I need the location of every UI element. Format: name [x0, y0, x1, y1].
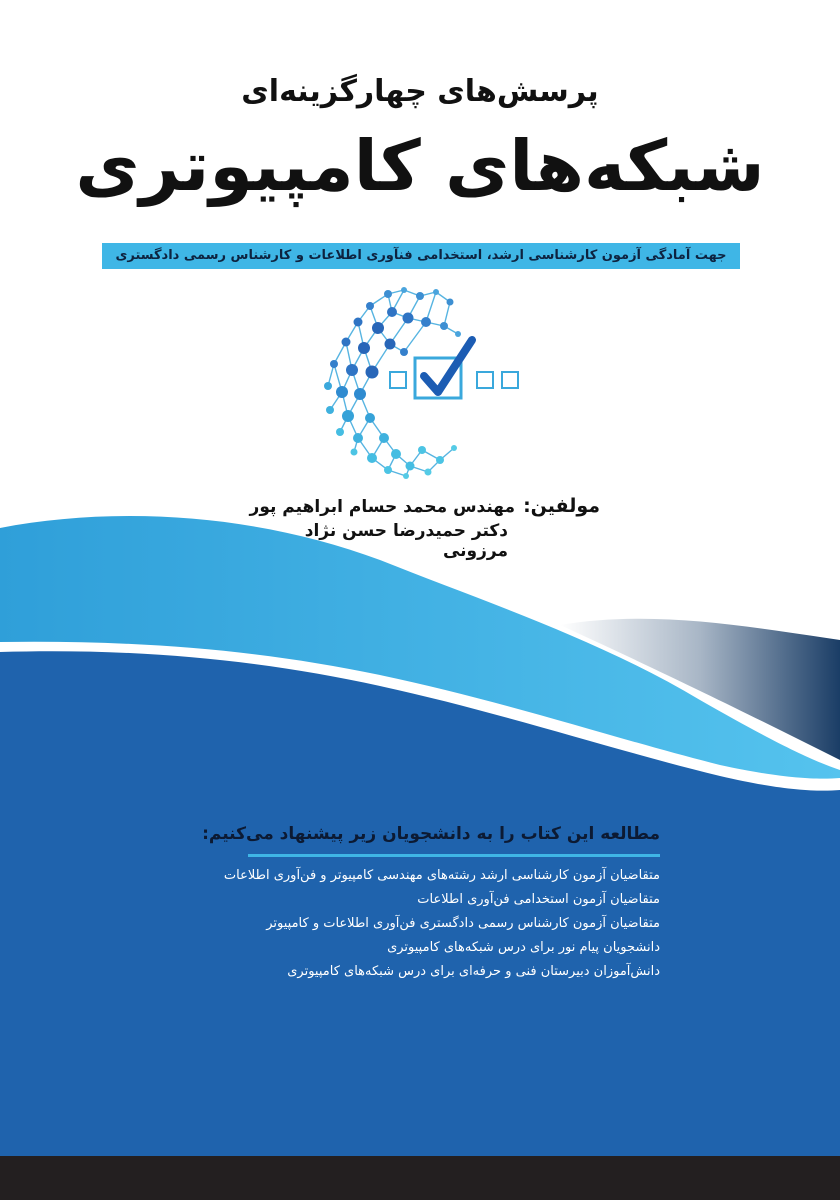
author-row-1 — [240, 495, 600, 521]
author-2-name: دکتر حمیدرضا حسن نژاد مرزونی — [304, 521, 508, 561]
network-checkbox-icon — [300, 282, 540, 482]
author-1-name: مهندس محمد حسام ابراهیم پور — [249, 497, 516, 517]
checkbox-row — [390, 340, 518, 398]
list-item: دانشجویان پیام نور برای درس شبکه‌های کامپیوتری — [387, 940, 660, 955]
list-item: متقاضیان آزمون کارشناس رسمی دادگستری فن‌آوری اطلاعات و کامپیوتر — [266, 916, 660, 931]
list-item: متقاضیان آزمون استخدامی فن‌آوری اطلاعات — [417, 892, 660, 907]
authors-label: مولفین: — [523, 495, 600, 517]
exam-banner: جهت آمادگی آزمون کارشناسی ارشد، استخدامی فنآوری اطلاعات و کارشناس رسمی دادگستری — [102, 243, 740, 269]
recommendation-list — [120, 864, 660, 984]
recommendation-heading: مطالعه این کتاب را به دانشجویان زیر پیشنهاد می‌کنیم: — [202, 824, 660, 844]
book-subtitle: پرسش‌های چهارگزینه‌ای — [241, 74, 599, 109]
list-item: دانش‌آموزان دبیرستان فنی و حرفه‌ای برای درس شبکه‌های کامپیوتری — [287, 964, 660, 979]
authors-block — [240, 495, 600, 561]
list-item: متقاضیان آزمون کارشناسی ارشد رشته‌های مهندسی کامپیوتر و فن‌آوری اطلاعات — [223, 868, 660, 883]
book-title: شبکه‌های کامپیوتری — [75, 125, 765, 207]
footer-bar — [0, 1156, 840, 1200]
recommendation-underline — [248, 854, 660, 857]
